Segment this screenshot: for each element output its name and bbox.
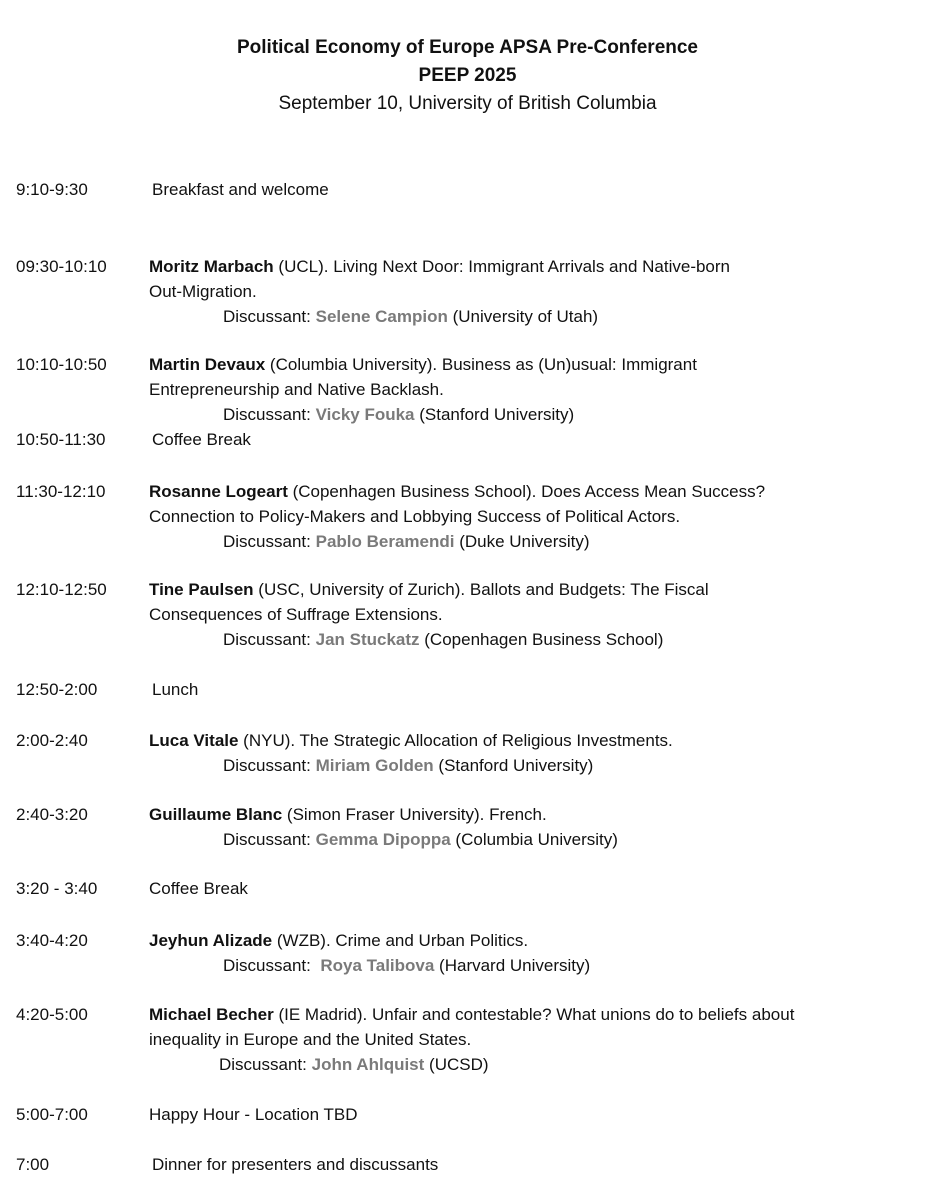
session-label: Coffee Break: [152, 430, 251, 449]
session-time: 2:40-3:20: [16, 805, 88, 824]
session-time: 10:50-11:30: [16, 430, 106, 449]
discussant-label: Discussant:: [223, 307, 311, 326]
presenter-name: Luca Vitale: [149, 731, 239, 750]
talk-title: (Simon Fraser University). French.: [282, 805, 547, 824]
document-subtitle: PEEP 2025: [418, 65, 517, 86]
session-time: 12:50-2:00: [16, 680, 98, 699]
discussant-name: John Ahlquist: [311, 1055, 425, 1074]
session-label: Dinner for presenters and discussants: [152, 1155, 439, 1174]
discussant-name: Gemma Dipoppa: [315, 830, 451, 849]
session-time: 5:00-7:00: [16, 1105, 88, 1124]
presenter-name: Rosanne Logeart: [149, 482, 288, 501]
session-time: 3:20 - 3:40: [16, 879, 98, 898]
talk-title: (IE Madrid). Unfair and contestable? What unions do to beliefs about: [273, 1005, 795, 1024]
discussant-label: Discussant:: [223, 532, 311, 551]
discussant-name: Roya Talibova: [320, 956, 435, 975]
talk-details: [149, 577, 909, 652]
session-time: 9:10-9:30: [16, 180, 88, 199]
discussant-label: Discussant:: [223, 630, 311, 649]
talk-title-continued: Out-Migration.: [149, 282, 257, 301]
talk-details: [149, 802, 909, 852]
session-label: Coffee Break: [149, 879, 248, 898]
session-time: 11:30-12:10: [16, 482, 106, 501]
session-time: 10:10-10:50: [16, 355, 107, 374]
discussant-label: Discussant:: [223, 756, 311, 775]
talk-details: [149, 254, 909, 329]
discussant-affiliation: (Stanford University): [433, 756, 594, 775]
discussant-label: Discussant:: [223, 405, 311, 424]
session-time: 7:00: [16, 1155, 50, 1174]
session-label: Lunch: [152, 680, 199, 699]
discussant-name: Vicky Fouka: [315, 405, 415, 424]
talk-details: [149, 1002, 909, 1077]
document-title: Political Economy of Europe APSA Pre-Conference: [236, 37, 699, 58]
presenter-name: Tine Paulsen: [149, 580, 254, 599]
talk-details: [149, 928, 909, 978]
talk-details: [149, 728, 909, 778]
presenter-name: Martin Devaux: [149, 355, 266, 374]
presenter-name: Michael Becher: [149, 1005, 274, 1024]
discussant-affiliation: (Copenhagen Business School): [419, 630, 664, 649]
discussant-name: Jan Stuckatz: [315, 630, 420, 649]
discussant-affiliation: (University of Utah): [447, 307, 599, 326]
session-time: 3:40-4:20: [16, 931, 88, 950]
presenter-name: Jeyhun Alizade: [149, 931, 273, 950]
discussant-label: Discussant:: [223, 956, 311, 975]
talk-title-continued: Entrepreneurship and Native Backlash.: [149, 380, 444, 399]
discussant-name: Pablo Beramendi: [315, 532, 455, 551]
talk-title: (USC, University of Zurich). Ballots and Budgets: The Fiscal: [253, 580, 709, 599]
talk-details: [149, 352, 909, 427]
discussant-affiliation: (Columbia University): [450, 830, 618, 849]
session-time: 12:10-12:50: [16, 580, 107, 599]
session-time: 2:00-2:40: [16, 731, 88, 750]
talk-title: (Columbia University). Business as (Un)usual: Immigrant: [265, 355, 697, 374]
presenter-name: Guillaume Blanc: [149, 805, 283, 824]
talk-title: (WZB). Crime and Urban Politics.: [272, 931, 529, 950]
document-date: September 10, University of British Columbia: [278, 93, 657, 114]
session-label: Happy Hour - Location TBD: [149, 1105, 358, 1124]
talk-title-continued: Connection to Policy-Makers and Lobbying Success of Political Actors.: [149, 507, 681, 526]
discussant-label: Discussant:: [219, 1055, 307, 1074]
discussant-name: Miriam Golden: [315, 756, 434, 775]
document-header: [0, 34, 935, 118]
presenter-name: Moritz Marbach: [149, 257, 274, 276]
discussant-affiliation: (Duke University): [454, 532, 590, 551]
talk-title: (NYU). The Strategic Allocation of Religious Investments.: [238, 731, 673, 750]
discussant-affiliation: (UCSD): [424, 1055, 489, 1074]
talk-title-continued: inequality in Europe and the United States.: [149, 1030, 472, 1049]
talk-title: (Copenhagen Business School). Does Access Mean Success?: [287, 482, 766, 501]
discussant-affiliation: (Harvard University): [434, 956, 591, 975]
discussant-name: Selene Campion: [315, 307, 448, 326]
session-time: 09:30-10:10: [16, 257, 107, 276]
session-label: Breakfast and welcome: [152, 180, 329, 199]
talk-title: (UCL). Living Next Door: Immigrant Arrivals and Native-born: [273, 257, 731, 276]
discussant-label: Discussant:: [223, 830, 311, 849]
discussant-affiliation: (Stanford University): [414, 405, 575, 424]
session-time: 4:20-5:00: [16, 1005, 88, 1024]
talk-details: [149, 479, 909, 554]
talk-title-continued: Consequences of Suffrage Extensions.: [149, 605, 443, 624]
